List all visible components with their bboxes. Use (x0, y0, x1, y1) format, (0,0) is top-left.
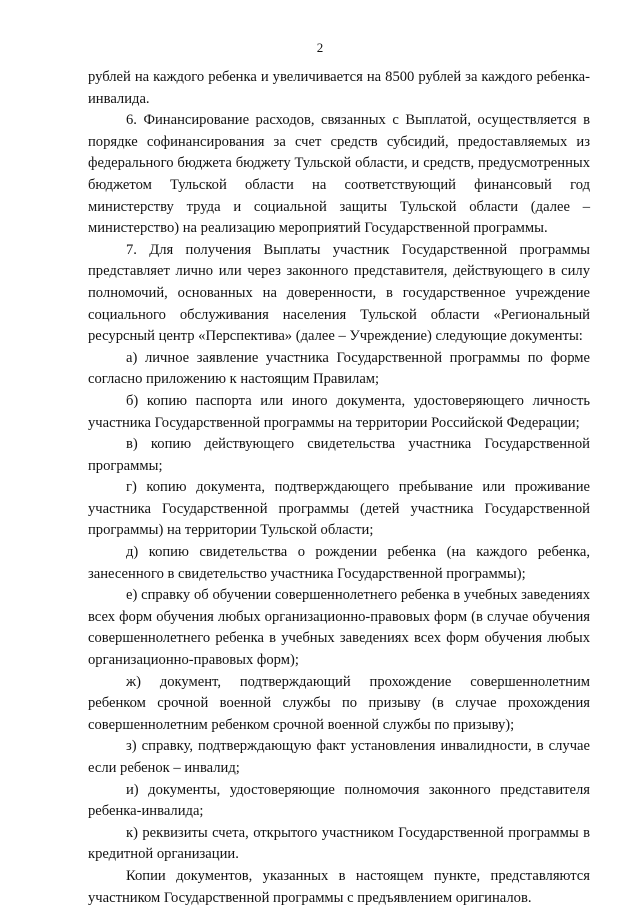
list-item-v: в) копию действующего свидетельства участника Государственной программы; (88, 436, 590, 474)
list-item-g: г) копию документа, подтверждающего пребывание или проживание участника Государственной программы (детей участника Государственной программы) на территории Тульской области; (88, 479, 590, 539)
paragraph-6-financing: 6. Финансирование расходов, связанных с Выплатой, осуществляется в порядке софинансирования за счет средств субсидий, предоставляемых из федерального бюджета бюджету Тульской области, и средств, предусмотренных бюджетом Тульской области на соответствующий финансовый год министерству труда и социальной защиты Тульской области (далее – министерство) на реализацию мероприятий Государственной программы. (88, 112, 590, 237)
list-item-e: е) справку об обучении совершеннолетнего ребенка в учебных заведениях всех форм обучения любых организационно-правовых форм (в случае обучения совершеннолетнего ребенка в учебных заведениях всех форм обучения любых организационно-правовых форм); (88, 587, 590, 669)
list-item-k: к) реквизиты счета, открытого участником Государственной программы в кредитной организации. (88, 824, 590, 863)
list-item-a: а) личное заявление участника Государственной программы по форме согласно приложению к настоящим Правилам; (88, 349, 590, 388)
document-body (88, 67, 590, 909)
list-item-zh: ж) документ, подтверждающий прохождение совершеннолетним ребенком срочной военной службы по призыву (в случае прохождения совершеннолетним ребенком срочной военной службы по призыву); (88, 673, 590, 733)
list-item-i: и) документы, удостоверяющие полномочия законного представителя ребенка-инвалида; (88, 781, 590, 820)
list-item-b: б) копию паспорта или иного документа, удостоверяющего личность участника Государственной программы на территории Российской Федерации; (88, 392, 590, 431)
page-number: 2 (316, 40, 324, 55)
paragraph-continuation: рублей на каждого ребенка и увеличивается на 8500 рублей за каждого ребенка-инвалида. (88, 69, 590, 107)
list-item-d: д) копию свидетельства о рождении ребенка (на каждого ребенка, занесенного в свидетельство участника Государственной программы); (88, 544, 590, 582)
paragraph-copies-note: Копии документов, указанных в настоящем пункте, представляются участником Государственной программы с предъявлением оригиналов. (88, 867, 590, 906)
paragraph-7-documents: 7. Для получения Выплаты участник Государственной программы представляет лично или через законного представителя, действующего в силу полномочий, основанных на доверенности, в государственное учреждение социального обслуживания населения Тульской области «Региональный ресурсный центр «Перспектива» (далее – Учреждение) следующие документы: (88, 241, 590, 345)
list-item-z: з) справку, подтверждающую факт установления инвалидности, в случае если ребенок – инвалид; (88, 738, 590, 776)
